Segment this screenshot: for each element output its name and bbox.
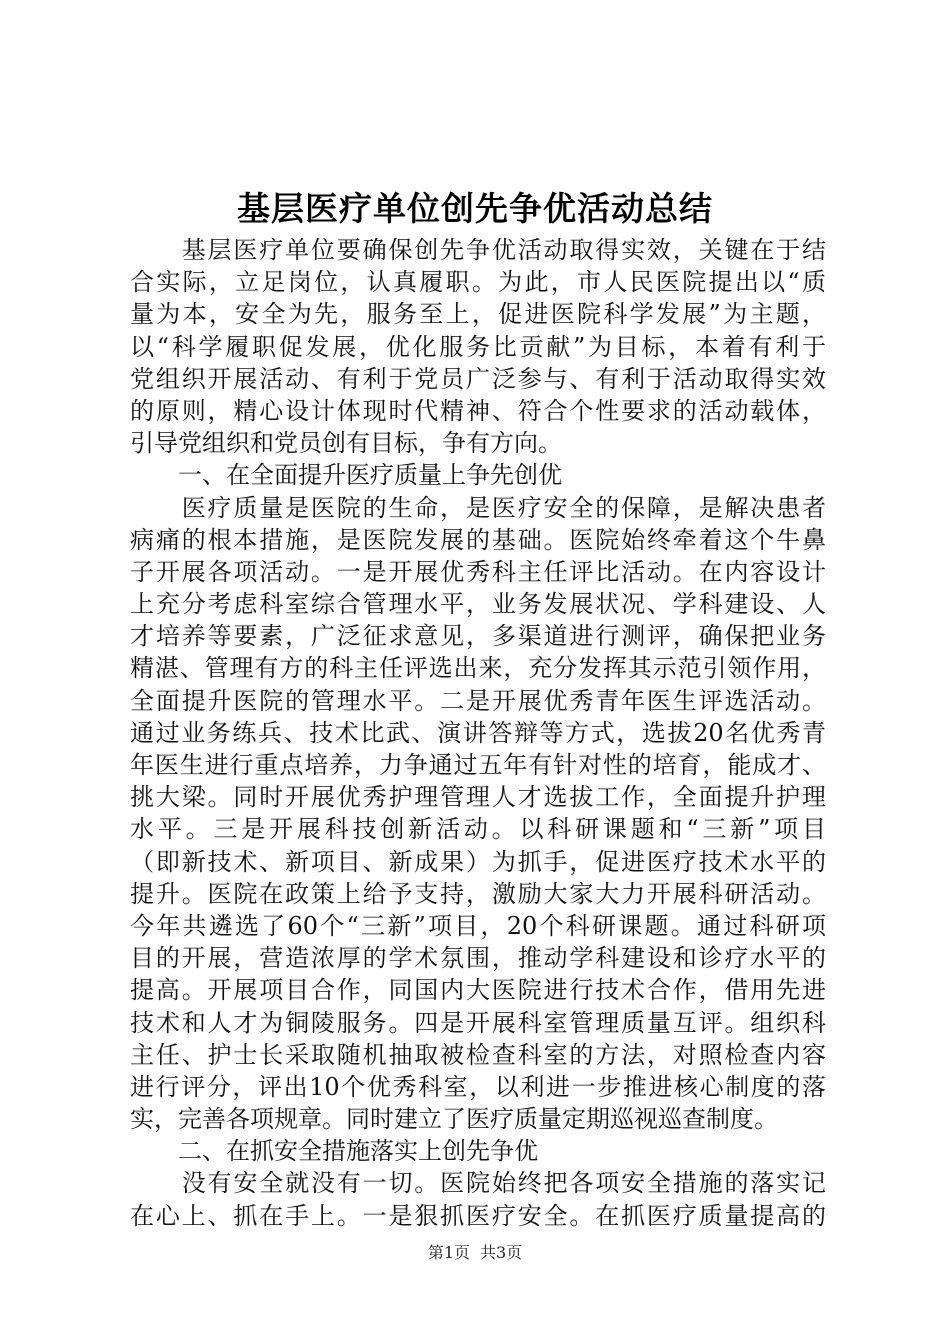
text-line: 医疗质量是医院的生命，是医疗安全的保障，是解决患者 <box>130 493 826 522</box>
text-line: 提高。开展项目合作，同国内大医院进行技术合作，借用先进 <box>130 976 826 1005</box>
text-line: （即新技术、新项目、新成果）为抓手，促进医疗技术水平的 <box>130 847 826 876</box>
text-line: 才培养等要素，广泛征求意见，多渠道进行测评，确保把业务 <box>130 622 826 651</box>
text-line: 全面提升医院的管理水平。二是开展优秀青年医生评选活动。 <box>130 686 826 715</box>
text-line: 实，完善各项规章。同时建立了医疗质量定期巡视巡查制度。 <box>130 1105 778 1134</box>
text-line: 基层医疗单位要确保创先争优活动取得实效，关键在于结 <box>130 236 826 264</box>
text-line: 通过业务练兵、技术比武、演讲答辩等方式，选拔20名优秀青 <box>130 718 826 747</box>
page-number: 第1页 <box>427 1243 470 1262</box>
text-line: 合实际，立足岗位，认真履职。为此，市人民医院提出以“质 <box>130 268 826 297</box>
text-line: 提升。医院在政策上给予支持，激励大家大力开展科研活动。 <box>130 879 826 908</box>
text-line: 水平。三是开展科技创新活动。以科研课题和“三新”项目 <box>130 815 826 844</box>
page-footer <box>0 1241 950 1265</box>
text-line: 技术和人才为铜陵服务。四是开展科室管理质量互评。组织科 <box>130 1008 826 1037</box>
section-heading: 二、在抓安全措施落实上创先争优 <box>130 1137 538 1166</box>
text-line: 的原则，精心设计体现时代精神、符合个性要求的活动载体， <box>130 396 826 425</box>
text-line: 进行评分，评出10个优秀科室，以利进一步推进核心制度的落 <box>130 1072 826 1101</box>
text-line: 引导党组织和党员创有目标，争有方向。 <box>130 429 562 458</box>
text-line: 量为本，安全为先，服务至上，促进医院科学发展”为主题， <box>130 300 826 329</box>
text-line: 精湛、管理有方的科主任评选出来，充分发挥其示范引领作用， <box>130 654 826 683</box>
document-body <box>130 234 826 1232</box>
text-line: 党组织开展活动、有利于党员广泛参与、有利于活动取得实效 <box>130 364 826 393</box>
text-line: 年医生进行重点培养，力争通过五年有针对性的培育，能成才、 <box>130 751 826 779</box>
text-line: 今年共遴选了60个“三新”项目，20个科研课题。通过科研项 <box>130 911 826 940</box>
text-line: 上充分考虑科室综合管理水平，业务发展状况、学科建设、人 <box>130 590 826 619</box>
document-title: 基层医疗单位创先争优活动总结 <box>237 189 713 228</box>
text-line: 在心上、抓在手上。一是狠抓医疗安全。在抓医疗质量提高的 <box>130 1201 826 1230</box>
text-line: 病痛的根本措施，是医院发展的基础。医院始终牵着这个牛鼻 <box>130 525 826 554</box>
text-line: 目的开展，营造浓厚的学术氛围，推动学科建设和诊疗水平的 <box>130 944 826 973</box>
section-heading: 一、在全面提升医疗质量上争先创优 <box>130 461 562 490</box>
text-line: 挑大梁。同时开展优秀护理管理人才选拔工作，全面提升护理 <box>130 783 826 812</box>
text-line: 以“科学履职促发展，优化服务比贡献”为目标，本着有利于 <box>130 332 826 361</box>
text-line: 没有安全就没有一切。医院始终把各项安全措施的落实记 <box>130 1169 826 1198</box>
text-line: 主任、护士长采取随机抽取被检查科室的方法，对照检查内容 <box>130 1040 826 1069</box>
text-line: 子开展各项活动。一是开展优秀科主任评比活动。在内容设计 <box>130 557 826 586</box>
page-total: 共3页 <box>480 1243 523 1262</box>
